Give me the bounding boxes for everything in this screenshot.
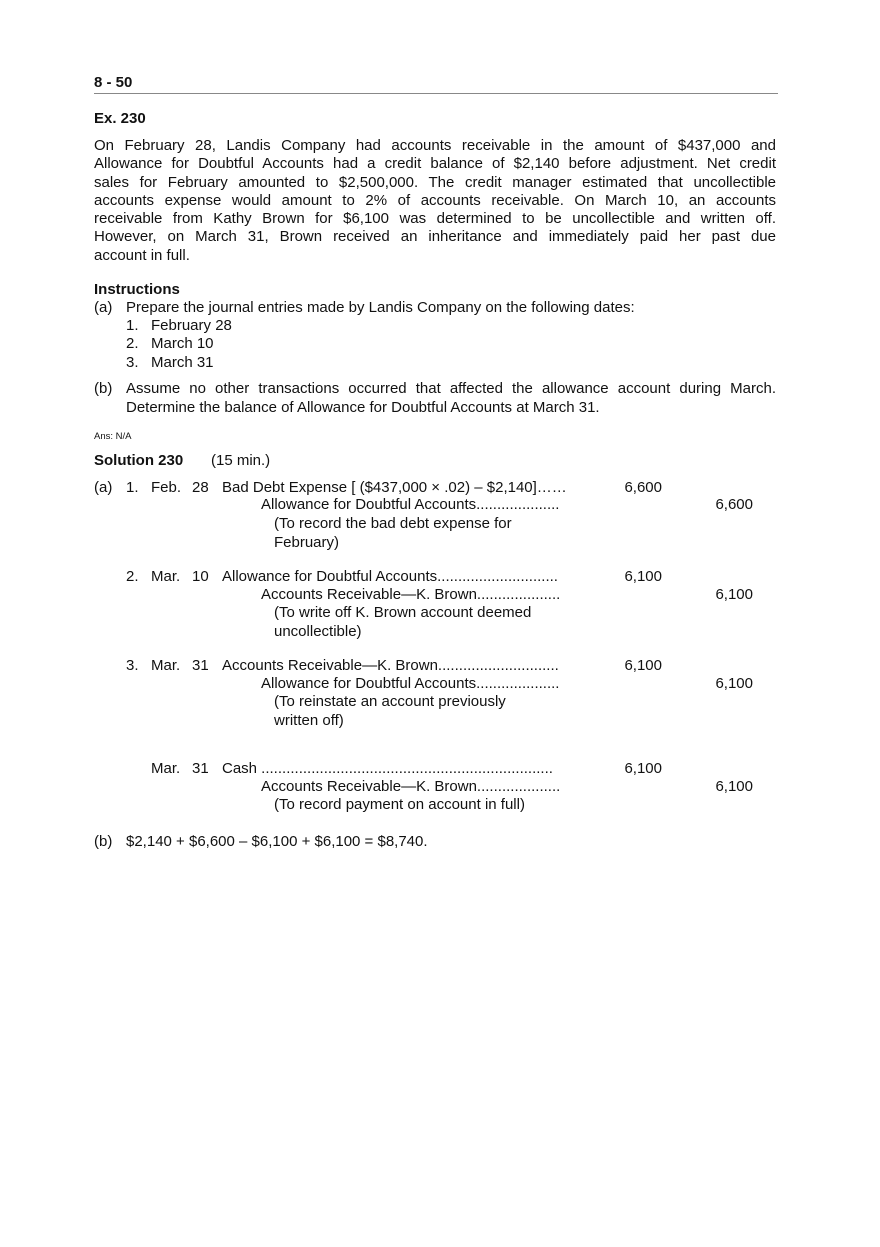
instruction-a-text: Prepare the journal entries made by Landis Company on the following dates: bbox=[126, 299, 635, 316]
debit-amount: 6,100 bbox=[624, 657, 662, 674]
paragraph-line: sales for February amounted to $2,500,000. The credit manager estimated that uncollectible bbox=[94, 173, 776, 191]
exercise-title: Ex. 230 bbox=[94, 110, 146, 127]
date-num: 2. bbox=[126, 335, 139, 352]
paragraph-line: However, on March 31, Brown received an inheritance and immediately paid her past due bbox=[94, 228, 776, 246]
debit-account: Accounts Receivable—K. Brown............................. bbox=[222, 657, 559, 674]
entry-memo: written off) bbox=[274, 712, 344, 729]
answer-note: Ans: N/A bbox=[94, 431, 132, 442]
entry-month: Feb. bbox=[151, 479, 182, 496]
date-num: 3. bbox=[126, 354, 139, 371]
date-text: March 31 bbox=[151, 354, 214, 371]
credit-amount: 6,100 bbox=[715, 586, 753, 603]
debit-amount: 6,600 bbox=[624, 479, 662, 496]
instruction-b-line2: Determine the balance of Allowance for Doubtful Accounts at March 31. bbox=[126, 399, 600, 416]
page-number: 8 - 50 bbox=[94, 74, 133, 91]
instruction-b-line1: Assume no other transactions occurred that affected the allowance account during March. bbox=[126, 380, 776, 397]
entry-memo: (To write off K. Brown account deemed bbox=[274, 604, 532, 621]
credit-amount: 6,600 bbox=[715, 496, 753, 513]
entry-month: Mar. bbox=[151, 568, 181, 585]
instructions-title: Instructions bbox=[94, 281, 180, 298]
credit-account: Allowance for Doubtful Accounts.................... bbox=[261, 496, 560, 513]
solution-b-text: $2,140 + $6,600 – $6,100 + $6,100 = $8,740. bbox=[126, 833, 428, 850]
entry-num: 2. bbox=[126, 568, 139, 585]
paragraph-line: Allowance for Doubtful Accounts had a credit balance of $2,140 before adjustment. Net credit bbox=[94, 155, 776, 173]
debit-amount: 6,100 bbox=[624, 568, 662, 585]
paragraph-line: accounts expense would amount to 2% of accounts receivable. On March 10, an accounts bbox=[94, 191, 776, 209]
entry-memo: (To reinstate an account previously bbox=[274, 693, 506, 710]
date-num: 1. bbox=[126, 317, 139, 334]
instruction-a-label: (a) bbox=[94, 299, 113, 316]
entry-memo: (To record payment on account in full) bbox=[274, 796, 525, 813]
solution-b-label: (b) bbox=[94, 833, 113, 850]
debit-amount: 6,100 bbox=[624, 760, 662, 777]
entry-memo: (To record the bad debt expense for bbox=[274, 515, 512, 532]
credit-account: Allowance for Doubtful Accounts.................... bbox=[261, 675, 560, 692]
paragraph-line: On February 28, Landis Company had accounts receivable in the amount of $437,000 and bbox=[94, 137, 776, 154]
entry-num: 3. bbox=[126, 657, 139, 674]
entry-day: 28 bbox=[192, 479, 209, 496]
entry-day: 10 bbox=[192, 568, 209, 585]
entry-month: Mar. bbox=[151, 760, 181, 777]
header-rule bbox=[94, 93, 778, 94]
solution-time: (15 min.) bbox=[211, 452, 271, 469]
credit-amount: 6,100 bbox=[715, 675, 753, 692]
date-text: March 10 bbox=[151, 335, 214, 352]
credit-account: Accounts Receivable—K. Brown.................... bbox=[261, 586, 561, 603]
exercise-paragraph bbox=[94, 137, 776, 265]
debit-account: Bad Debt Expense [ ($437,000 × .02) – $2,140]…… bbox=[222, 479, 567, 496]
entry-day: 31 bbox=[192, 657, 209, 674]
date-text: February 28 bbox=[151, 317, 232, 334]
entry-memo: uncollectible) bbox=[274, 623, 362, 640]
entry-day: 31 bbox=[192, 760, 209, 777]
paragraph-line: receivable from Kathy Brown for $6,100 was determined to be uncollectible and written off. bbox=[94, 210, 776, 228]
debit-account: Allowance for Doubtful Accounts............................. bbox=[222, 568, 558, 585]
entry-num: 1. bbox=[126, 479, 139, 496]
credit-account: Accounts Receivable—K. Brown.................... bbox=[261, 778, 561, 795]
paragraph-line: account in full. bbox=[94, 246, 190, 264]
credit-amount: 6,100 bbox=[715, 778, 753, 795]
entry-month: Mar. bbox=[151, 657, 181, 674]
solution-a-label: (a) bbox=[94, 479, 113, 496]
solution-title: Solution 230 bbox=[94, 452, 184, 469]
debit-account: Cash ...................................................................... bbox=[222, 760, 553, 777]
instruction-b-label: (b) bbox=[94, 380, 113, 397]
entry-memo: February) bbox=[274, 534, 340, 551]
